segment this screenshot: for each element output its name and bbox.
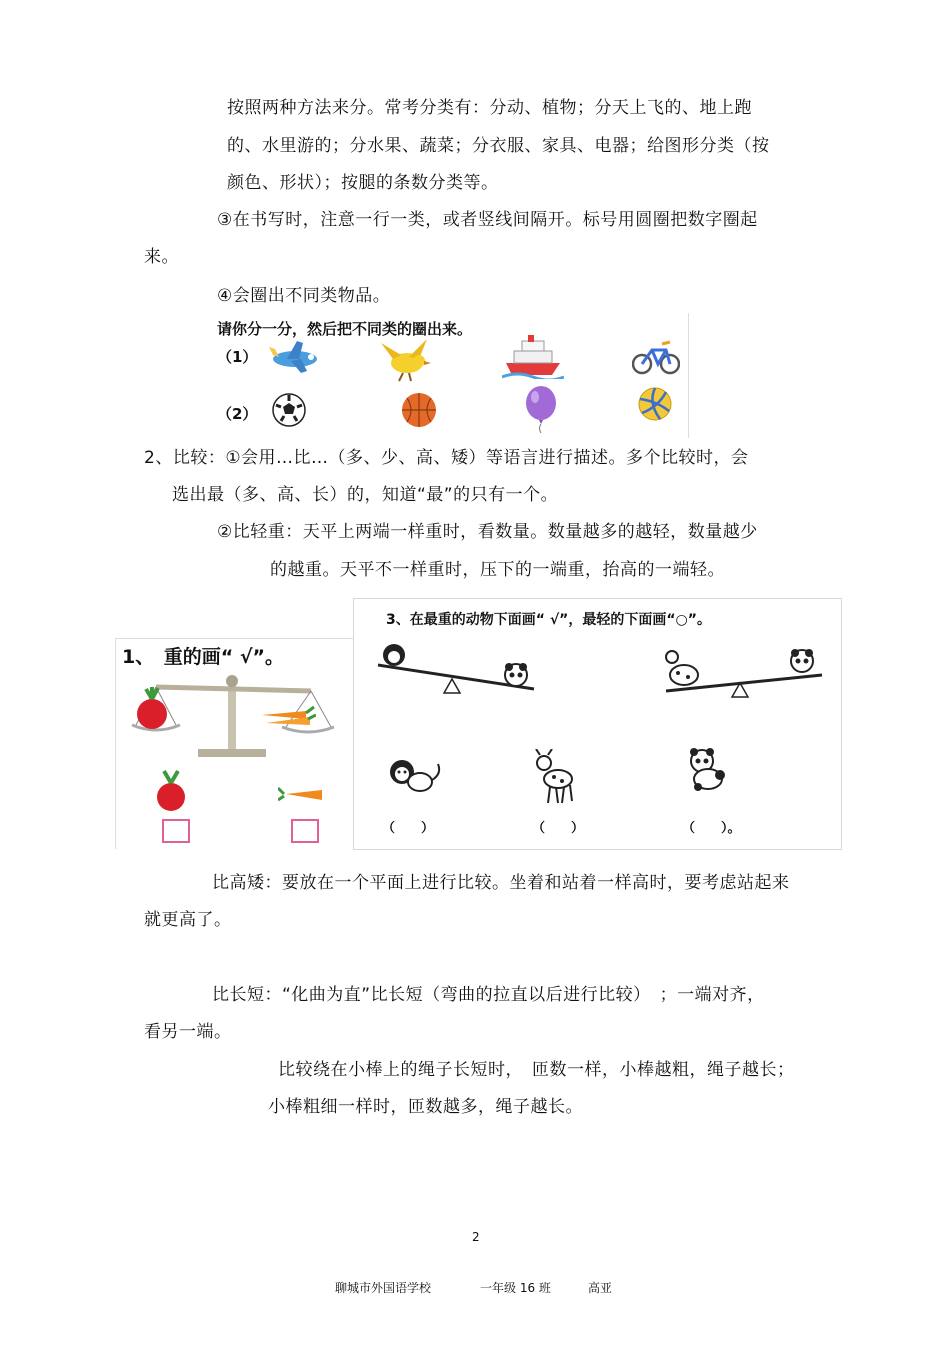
text-line-13: 比长短：“化曲为直”比长短（弯曲的拉直以后进行比较） ；一端对齐，: [212, 985, 765, 1005]
row2-label: （2）: [217, 405, 258, 423]
answer-paren-panda[interactable]: （ ）。: [682, 821, 741, 836]
balloon-icon: [524, 385, 558, 433]
radish-small-icon: [150, 769, 192, 813]
basketball-icon: [401, 392, 437, 428]
text-line-15: 比较绕在小棒上的绳子长短时， 匝数一样，小棒越粗，绳子越长；: [278, 1060, 795, 1080]
text-line-4: ③在书写时，注意一行一类，或者竖线间隔开。标号用圆圈把数字圈起: [217, 210, 758, 230]
seesaw-deer-panda-icon: [662, 639, 827, 703]
monkey-icon: [384, 754, 444, 798]
footer-school: 聊城市外国语学校: [335, 1281, 432, 1295]
radish-icon: [130, 687, 174, 731]
text-line-3: 颜色、形状）；按腿的条数分类等。: [227, 173, 499, 193]
footer-class: 一年级 16 班: [480, 1281, 551, 1295]
bicycle-icon: [632, 338, 680, 376]
classify-exercise: [217, 313, 689, 438]
text-line-11: 比高矮：要放在一个平面上进行比较。坐着和站着一样高时，要考虑站起来: [212, 873, 790, 893]
text-line-2: 的、水里游的；分水果、蔬菜；分衣服、家具、电器；给图形分类（按: [227, 136, 770, 156]
text-line-10: 的越重。天平不一样重时，压下的一端重，抬高的一端轻。: [270, 560, 725, 580]
carrot-small-icon: [278, 784, 328, 806]
text-line-16: 小棒粗细一样时，匝数越多，绳子越长。: [268, 1097, 583, 1117]
classify-title: 请你分一分，然后把不同类的圈出来。: [217, 320, 473, 338]
seesaw-monkey-panda-icon: [374, 639, 539, 703]
soccer-ball-icon: [272, 393, 306, 427]
carrots-icon: [256, 701, 316, 731]
answer-box-radish[interactable]: [162, 819, 190, 843]
page-number: 2: [472, 1230, 480, 1244]
text-line-7: 2、比较：①会用…比…（多、少、高、矮）等语言进行描述。多个比较时，会: [144, 448, 749, 468]
text-line-6: ④会圈出不同类物品。: [217, 286, 391, 306]
row1-label: （1）: [217, 348, 258, 366]
airplane-icon: [267, 337, 322, 375]
bird-icon: [379, 337, 434, 383]
deer-icon: [532, 749, 582, 805]
text-line-8: 选出最（多、高、长）的，知道“最”的只有一个。: [172, 485, 559, 505]
footer-name: 高亚: [588, 1281, 613, 1295]
animals-exercise: [353, 598, 842, 850]
text-line-14: 看另一端。: [144, 1022, 232, 1042]
answer-paren-deer[interactable]: （ ）: [532, 821, 585, 836]
text-line-9: ②比轻重：天平上两端一样重时，看数量。数量越多的越轻，数量越少: [217, 522, 758, 542]
panda-icon: [684, 747, 730, 791]
balance-exercise: [115, 638, 354, 849]
balance-title: 1、 重的画“ √”。: [122, 646, 284, 668]
text-line-1: 按照两种方法来分。常考分类有：分动、植物；分天上飞的、地上跑: [227, 98, 752, 118]
answer-box-carrot[interactable]: [291, 819, 319, 843]
answer-paren-monkey[interactable]: （ ）: [382, 821, 435, 836]
animals-title: 3、在最重的动物下面画“ √”，最轻的下面画“○”。: [386, 612, 711, 628]
ship-icon: [502, 335, 564, 379]
text-line-5: 来。: [144, 247, 179, 267]
volleyball-icon: [638, 387, 672, 421]
text-line-12: 就更高了。: [144, 910, 232, 930]
